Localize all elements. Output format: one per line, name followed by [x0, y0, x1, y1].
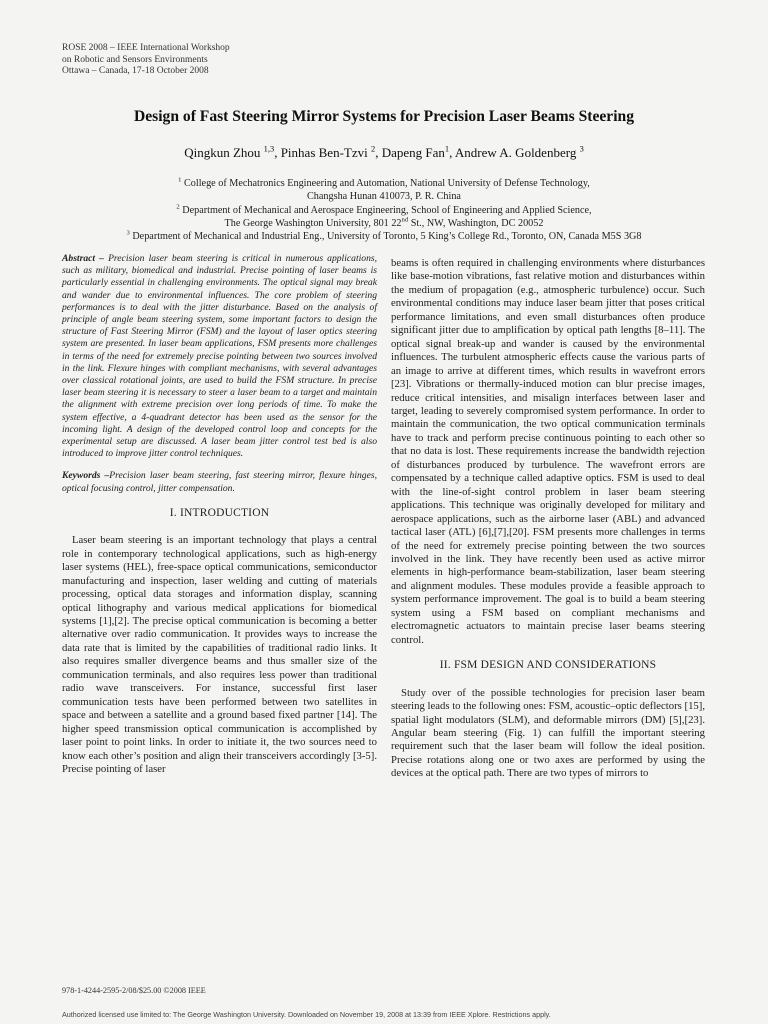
author-affiliation-mark: 2	[370, 143, 376, 154]
abstract-text: Precision laser beam steering is critical in numerous applications, such as military, biomedical and industrial. Precise pointing of laser beams is particularly essential in challenging environments. The optical signal may break and wander due to environmental influences. The core problem of steering performances is to deal with the jitter disturbance. Based on the analysis of principle of angle beam steering system, some important factors to design the structure of Fast Steering Mirror (FSM) and the layout of laser optics steering system are presented. In laser beam applications, FSM presents more challenges in terms of the need for extremely precise pointing between two sources involved in the link. Flexure hinges with compliant mechanisms, with several advantages over classical rotational joints, are used to build the FSM structure. In precise laser beam steering it is necessary to steer a laser beam to a target and maintain the alignment with extreme precision over long periods of time. To make the system effective, a 4-quadrant detector has been used as the sensor for the incoming light. A design of the developed control loop and concepts for the experimental setup are discussed. A laser beam jitter control test bed is also introduced to improve jitter control techniques.	[62, 253, 378, 460]
author-affiliation-mark: 1,3	[263, 143, 275, 154]
affiliation-1	[40, 177, 728, 190]
copyright-notice: 978-1-4244-2595-2/08/$25.00 ©2008 IEEE	[62, 986, 206, 995]
affiliation-number: 1	[178, 176, 182, 184]
section-heading-introduction: I. INTRODUCTION	[169, 506, 270, 519]
author-affiliation-mark: 1	[444, 143, 450, 154]
author-name: Andrew A. Goldenberg	[454, 145, 577, 160]
section-heading-fsm-design: II. FSM DESIGN AND CONSIDERATIONS	[439, 659, 657, 672]
ordinal-suffix: nd	[401, 216, 409, 224]
conference-line-2: on Robotic and Sensors Environments	[62, 54, 208, 65]
affiliation-2-address	[40, 217, 728, 230]
affiliation-text: St., NW, Washington, DC 20052	[410, 217, 544, 229]
abstract-label: Abstract –	[62, 253, 104, 264]
intro-paragraph-2: beams is often required in challenging environments where disturbances like base-motion vibrations, fast relative motion and disturbances within the medium of propagation (e.g., atmospheric turbulence) occur. Such environmental conditions may induce laser beam jitter that poses critical performance limitations, and even small disturbances often produce significant jitter due to amplification by optical path lengths [8–11]. The optical signal break-up and wander is caused by the environmental influences. The turbulent atmospheric effects cause the various parts of an image to arrive at different times, which results in wavefront errors [23]. Vibrations or thermally-induced motion can blur precise images, reduce critical intensities, and misalign interfaces between laser and target, leading to severely compromised system performance. In order to maintain the communication, the two optical communication terminals have to track and perform precise continuous pointing to each other so that no data is lost. These requirements increase the bandwidth rejection of disturbances produced by turbulence. The wavefront errors are compensated by a technique called adaptive optics. FSM is used to deal with the line-of-sight control problem in laser beam steering applications. This technique was originally developed for military and aerospace applications, such as the airborne laser (ABL) and advanced tactical laser (ATL) [6],[7],[20]. FSM presents more challenges in terms of the need for extremely precise pointing between the two sources involved in the link. They have recently been used as active mirror elements in high-performance beam-stabilization, laser beam steering and alignment modules. These modules provide a feasible approach to system performance improvement. The goal is to build a beam steering system using a FSM based on compliant mechanisms and electromagnetic actuators to maintain precise laser beams steering control.	[391, 257, 705, 646]
affiliation-number: 2	[176, 203, 180, 211]
affiliation-number: 3	[126, 229, 130, 237]
conference-line-3: Ottawa – Canada, 17-18 October 2008	[62, 66, 209, 76]
paper-title: Design of Fast Steering Mirror Systems for Precision Laser Beams Steering	[133, 108, 635, 125]
abstract	[62, 253, 377, 460]
keywords-text: Precision laser beam steering, fast steering mirror, flexure hinges, optical focusing control, jitter compensation.	[62, 470, 377, 494]
author-affiliation-mark: 3	[579, 143, 584, 154]
affiliation-text: Department of Mechanical and Aerospace Engineering, School of Engineering and Applied Science,	[182, 204, 592, 216]
fsm-paragraph-1: Study over of the possible technologies for precision laser beam steering leads to the following ones: FSM, acoustic–optic deflectors [15], spatial light modulators (SLM), and deformable mirrors (DM) [5],[23]. Angular beam steering (Fig. 1) can fulfill the important steering requirement such that the laser beam will follow the ideal position. Precise rotations along one or two axes are performed by using the devices at the optical path. There are two types of mirrors to	[391, 686, 705, 780]
author-list: Qingkun Zhou $^{1,3}$, Pinhas Ben-Tzvi $^2$, Dapeng Fan$^1$, Andrew A. Goldenberg $^3$	[184, 143, 584, 160]
keywords	[62, 470, 377, 494]
conference-line-1: ROSE 2008 – IEEE International Workshop	[62, 43, 230, 53]
license-notice: Authorized licensed use limited to: The George Washington University. Downloaded on November 19, 2008 at 13:39 from IEEE Xplore. Restrictions apply.	[62, 1010, 551, 1019]
affiliation-3	[40, 230, 728, 243]
affiliation-1-address: Changsha Hunan 410073, P. R. China	[307, 191, 461, 203]
right-column	[391, 257, 705, 781]
keywords-label: Keywords –	[62, 470, 110, 482]
left-column	[62, 253, 377, 776]
affiliation-text: College of Mechatronics Engineering and Automation, National University of Defense Technology,	[184, 178, 590, 189]
affiliation-text: The George Washington University, 801 22	[224, 217, 402, 229]
conference-header	[62, 43, 230, 78]
author-name: Qingkun Zhou	[184, 145, 261, 160]
affiliation-text: Department of Mechanical and Industrial Eng., University of Toronto, 5 King’s College Rd., Toronto, ON, Canada M5S 3G8	[132, 231, 642, 243]
author-name: Dapeng Fan	[381, 145, 445, 160]
affiliation-2	[40, 204, 728, 217]
author-name: Pinhas Ben-Tzvi	[280, 145, 368, 160]
intro-paragraph-1: Laser beam steering is an important technology that plays a central role in contemporary technological applications, such as high-energy laser systems (HEL), free-space optical communications, semiconductor manufacturing and inspection, laser welding and cutting of materials processing, optical data storages and information display, scanning optical lithography and various medical applications for biomedical systems [1],[2]. The precise optical communication is becoming a better alternative over radio communication. It provides ways to increase the data rate that is limited by the capabilities of traditional radio links. It also requires smaller divergence beams and thus smaller size of the communication terminals, and also requires less power than traditional radio wave transceivers. For instance, successful first laser communication tests have been performed between two satellites in space and between a satellite and a ground based fixed partner [14]. The higher speed transmission optical communication is accomplished by laser point to point links. In order to initiate it, the two sources need to know each other’s position and align their transceivers accordingly [3-5]. Precise pointing of laser	[62, 534, 377, 776]
affiliations	[40, 177, 728, 243]
